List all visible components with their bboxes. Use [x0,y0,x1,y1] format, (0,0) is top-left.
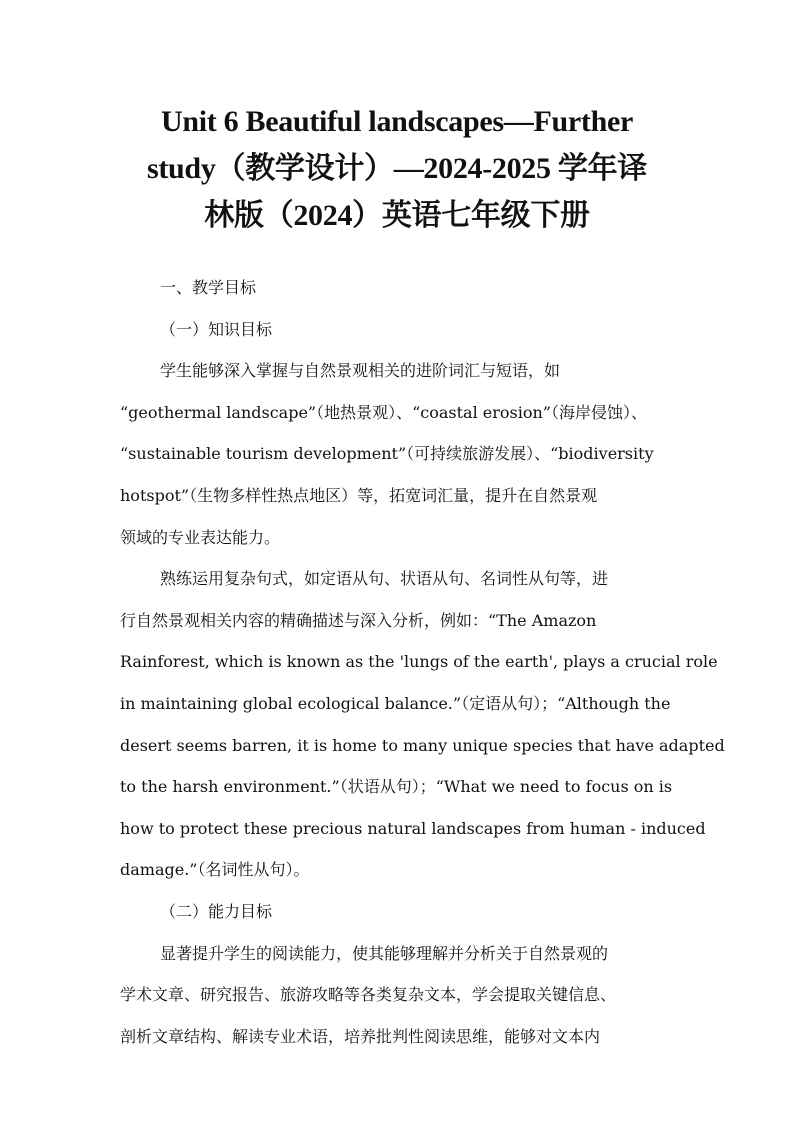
paragraph-line: hotspot”（生物多样性热点地区）等，拓宽词汇量，提升在自然景观 [120,485,598,505]
title-line: Unit 6 Beautiful landscapes—Further [160,105,634,138]
subheading-ability-goals: （二）能力目标 [160,901,273,921]
paragraph-line: 领域的专业表达能力。 [120,527,281,547]
subheading-knowledge-goals: （一）知识目标 [160,319,273,339]
paragraph-line: 显著提升学生的阅读能力，使其能够理解并分析关于自然景观的 [160,943,609,963]
paragraph-line: 熟练运用复杂句式，如定语从句、状语从句、名词性从句等，进 [160,569,609,589]
document-title [120,98,674,239]
paragraph-line: 行自然景观相关内容的精确描述与深入分析，例如：“The Amazon [120,610,597,630]
paragraph-reading-ability [120,933,674,1058]
paragraph-sentence-patterns [120,558,725,891]
paragraph-line: damage.”（名词性从句）。 [120,860,310,880]
title-line: study（教学设计）—2024-2025 学年译 [146,152,648,185]
paragraph-line: in maintaining global ecological balance.”（定语从句）；“Although the [120,693,671,713]
paragraph-line: “geothermal landscape”（地热景观）、“coastal erosion”（海岸侵蚀）、 [120,402,647,422]
document-body [120,267,725,1057]
paragraph-line: “sustainable tourism development”（可持续旅游发展）、“biodiversity [120,444,654,464]
section-heading-teaching-goals: 一、教学目标 [160,278,257,297]
paragraph-line: to the harsh environment.”（状语从句）；“What we need to focus on is [120,777,673,797]
paragraph-line: 学生能够深入掌握与自然景观相关的进阶词汇与短语，如 [160,361,561,381]
paragraph-line: how to protect these precious natural landscapes from human - induced [120,818,706,838]
title-line: 林版（2024）英语七年级下册 [204,199,590,232]
paragraph-line: desert seems barren, it is home to many unique species that have adapted [120,735,725,755]
paragraph-line: 剖析文章结构、解读专业术语，培养批判性阅读思维，能够对文本内 [120,1026,601,1046]
paragraph-line: Rainforest, which is known as the 'lungs of the earth', plays a crucial role [120,652,718,672]
paragraph-line: 学术文章、研究报告、旅游攻略等各类复杂文本，学会提取关键信息、 [120,985,617,1005]
paragraph-vocabulary [120,350,674,558]
